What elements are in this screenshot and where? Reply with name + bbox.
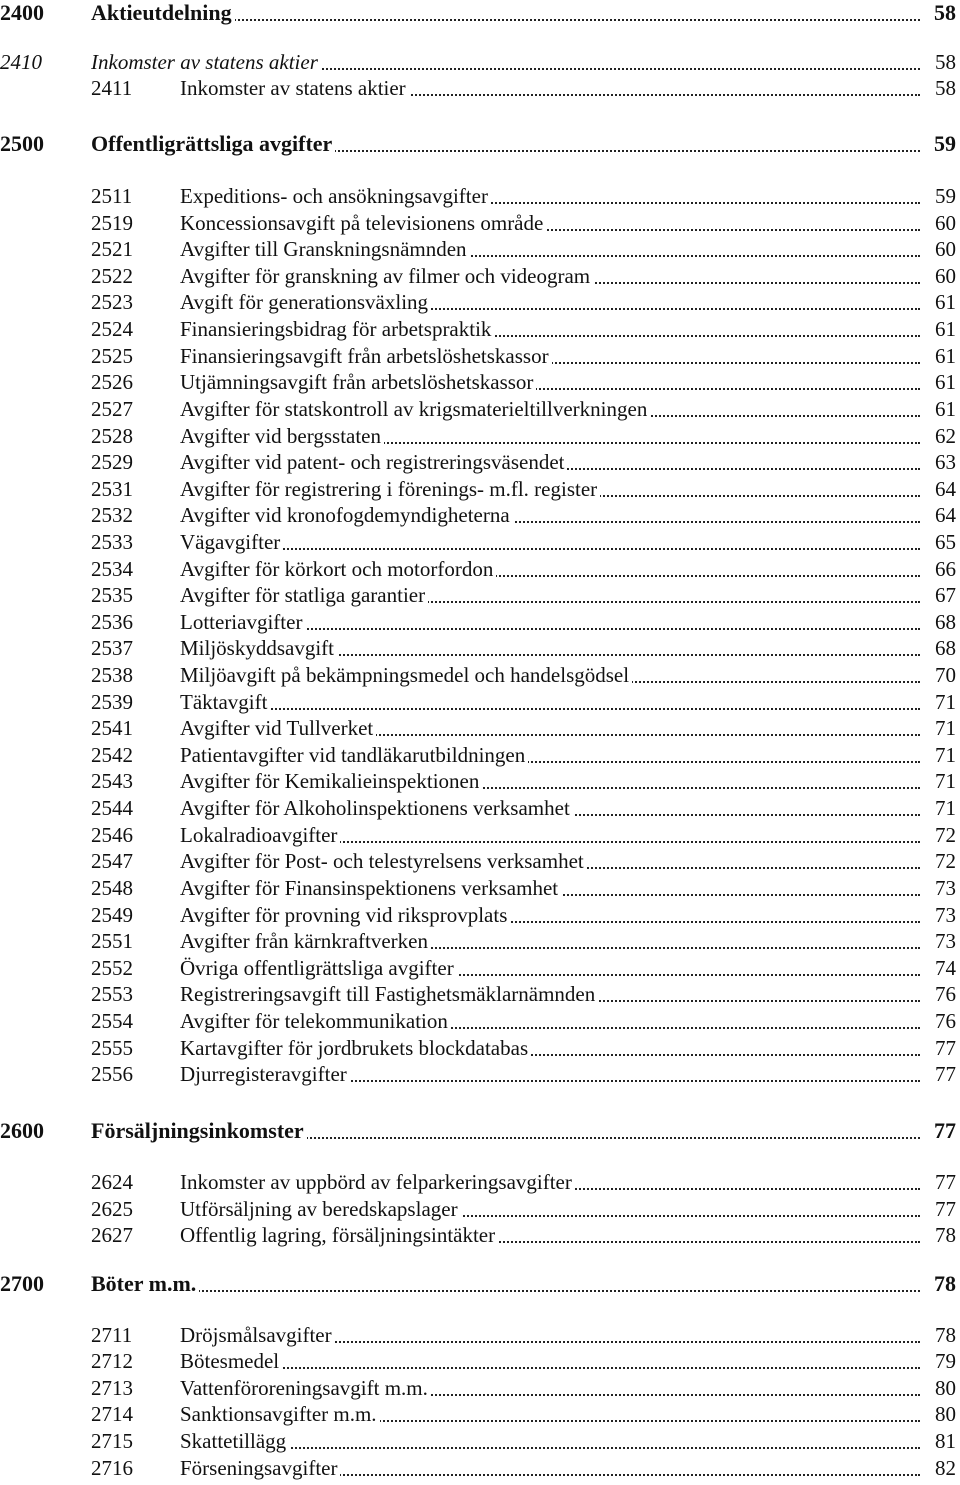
entry-code: 2548 [91, 876, 133, 900]
entry-title-text: Dröjsmålsavgifter [180, 1323, 335, 1347]
entry-title-text: Böter m.m. [91, 1271, 199, 1296]
toc-entry [0, 981, 960, 1011]
entry-title-text: Vägavgifter [180, 530, 283, 554]
entry-title [180, 955, 920, 981]
entry-page-number: 60 [932, 236, 956, 262]
entry-code: 2713 [91, 1376, 133, 1400]
toc-entry [0, 369, 960, 399]
entry-code: 2554 [91, 1009, 133, 1033]
entry-title [180, 635, 920, 661]
entry-code: 2538 [91, 663, 133, 687]
entry-code: 2555 [91, 1036, 133, 1060]
toc-entry [0, 396, 960, 426]
entry-code: 2546 [91, 823, 133, 847]
entry-code: 2549 [91, 903, 133, 927]
entry-title-text: Lokalradioavgifter [180, 823, 340, 847]
entry-title-text: Avgifter från kärnkraftverken [180, 929, 431, 953]
entry-title [180, 742, 920, 768]
entry-page-number: 71 [932, 715, 956, 741]
entry-code: 2542 [91, 743, 133, 767]
entry-page-number: 79 [932, 1348, 956, 1374]
entry-page-number: 59 [931, 131, 956, 157]
entry-page-number: 64 [932, 502, 956, 528]
toc-entry [0, 795, 960, 825]
entry-title-text: Offentlig lagring, försäljningsintäkter [180, 1223, 498, 1247]
entry-title-text: Utjämningsavgift från arbetslöshetskassor [180, 370, 536, 394]
entry-code: 2715 [91, 1429, 133, 1453]
dot-leader [180, 708, 920, 710]
entry-title [180, 1169, 920, 1195]
entry-page-number: 66 [932, 556, 956, 582]
toc-entry [0, 1169, 960, 1199]
entry-code: 2551 [91, 929, 133, 953]
entry-title-text: Förseningsavgifter [180, 1456, 340, 1480]
entry-code: 2541 [91, 716, 133, 740]
entry-title-text: Registreringsavgift till Fastighetsmäklarnämnden [180, 982, 598, 1006]
entry-code: 2524 [91, 317, 133, 341]
entry-title-text: Miljöskyddsavgift [180, 636, 337, 660]
entry-title-text: Finansieringsbidrag för arbetspraktik [180, 317, 494, 341]
entry-title-text: Avgifter för registrering i förenings- m.fl. register [180, 477, 600, 501]
toc-entry [0, 662, 960, 692]
toc-entry [0, 715, 960, 745]
entry-title-text: Avgifter för provning vid riksprovplats [180, 903, 510, 927]
toc-entry [0, 1061, 960, 1091]
entry-page-number: 77 [932, 1061, 956, 1087]
entry-title [180, 662, 920, 688]
entry-code: 2716 [91, 1456, 133, 1480]
entry-code: 2625 [91, 1197, 133, 1221]
entry-title-text: Aktieutdelning [91, 0, 235, 25]
entry-title [180, 423, 920, 449]
entry-page-number: 60 [932, 263, 956, 289]
entry-title-text: Inkomster av uppbörd av felparkeringsavgifter [180, 1170, 575, 1194]
entry-title [180, 795, 920, 821]
entry-code: 2535 [91, 583, 133, 607]
entry-title-text: Sanktionsavgifter m.m. [180, 1402, 380, 1426]
entry-code: 2521 [91, 237, 133, 261]
toc-entry [0, 183, 960, 213]
toc-entry [0, 1348, 960, 1378]
entry-code: 2534 [91, 557, 133, 581]
entry-title-text: Täktavgift [180, 690, 270, 714]
entry-title [180, 981, 920, 1007]
entry-title [180, 689, 920, 715]
toc-entry [0, 875, 960, 905]
toc-entry [0, 449, 960, 479]
entry-title [180, 289, 920, 315]
entry-code: 2537 [91, 636, 133, 660]
entry-title-text: Skattetillägg [180, 1429, 289, 1453]
entry-page-number: 63 [932, 449, 956, 475]
entry-title-text: Avgifter vid bergsstaten [180, 424, 384, 448]
entry-title [180, 529, 920, 555]
entry-code: 2410 [0, 50, 42, 74]
entry-page-number: 71 [932, 795, 956, 821]
entry-title [180, 848, 920, 874]
entry-title [91, 131, 920, 157]
entry-title [180, 476, 920, 502]
entry-page-number: 58 [931, 0, 956, 26]
entry-title [180, 768, 920, 794]
entry-code: 2526 [91, 370, 133, 394]
entry-code: 2525 [91, 344, 133, 368]
entry-code: 2544 [91, 796, 133, 820]
entry-page-number: 73 [932, 875, 956, 901]
entry-code: 2532 [91, 503, 133, 527]
entry-page-number: 58 [932, 49, 956, 75]
entry-page-number: 64 [932, 476, 956, 502]
entry-title-text: Avgifter för statskontroll av krigsmaterieltillverkningen [180, 397, 650, 421]
entry-code: 2523 [91, 290, 133, 314]
entry-page-number: 71 [932, 768, 956, 794]
entry-title [180, 369, 920, 395]
entry-title [180, 1455, 920, 1481]
entry-code: 2500 [0, 131, 44, 156]
entry-title [180, 396, 920, 422]
entry-page-number: 73 [932, 928, 956, 954]
entry-code: 2543 [91, 769, 133, 793]
entry-page-number: 61 [932, 396, 956, 422]
entry-title-text: Lotteriavgifter [180, 610, 305, 634]
entry-title [180, 928, 920, 954]
entry-page-number: 61 [932, 369, 956, 395]
entry-title-text: Avgifter för Alkoholinspektionens verksamhet [180, 796, 573, 820]
entry-code: 2527 [91, 397, 133, 421]
entry-title [180, 316, 920, 342]
entry-title-text: Avgifter för telekommunikation [180, 1009, 451, 1033]
entry-title-text: Avgifter för Post- och telestyrelsens verksamhet [180, 849, 587, 873]
entry-code: 2547 [91, 849, 133, 873]
entry-title-text: Bötesmedel [180, 1349, 282, 1373]
entry-code: 2531 [91, 477, 133, 501]
entry-title [91, 49, 920, 75]
entry-code: 2529 [91, 450, 133, 474]
entry-page-number: 78 [932, 1322, 956, 1348]
entry-title [180, 822, 920, 848]
dot-leader [180, 1447, 920, 1449]
entry-code: 2627 [91, 1223, 133, 1247]
toc-entry [0, 1455, 960, 1485]
entry-title [180, 1348, 920, 1374]
entry-title-text: Försäljningsinkomster [91, 1118, 307, 1143]
entry-page-number: 71 [932, 689, 956, 715]
entry-title [180, 1401, 920, 1427]
entry-code: 2536 [91, 610, 133, 634]
entry-title-text: Avgift för generationsväxling [180, 290, 431, 314]
entry-page-number: 61 [932, 316, 956, 342]
entry-code: 2600 [0, 1118, 44, 1143]
entry-title [180, 263, 920, 289]
entry-title-text: Avgifter för granskning av filmer och videogram [180, 264, 593, 288]
entry-page-number: 70 [932, 662, 956, 688]
entry-page-number: 62 [932, 423, 956, 449]
entry-title [180, 582, 920, 608]
entry-title [180, 502, 920, 528]
entry-title [180, 875, 920, 901]
entry-code: 2511 [91, 184, 133, 208]
entry-page-number: 72 [932, 848, 956, 874]
entry-page-number: 78 [931, 1271, 956, 1297]
entry-title [91, 0, 920, 26]
entry-page-number: 58 [932, 75, 956, 101]
entry-page-number: 65 [932, 529, 956, 555]
entry-title-text: Avgifter till Granskningsnämnden [180, 237, 470, 261]
entry-title [91, 1118, 920, 1144]
entry-code: 2528 [91, 424, 133, 448]
entry-page-number: 67 [932, 582, 956, 608]
toc-entry [0, 1222, 960, 1252]
entry-title-text: Utförsäljning av beredskapslager [180, 1197, 461, 1221]
entry-title-text: Avgifter för Kemikalieinspektionen [180, 769, 482, 793]
toc-heading [0, 0, 960, 30]
toc-entry [0, 316, 960, 346]
entry-title [180, 236, 920, 262]
entry-page-number: 74 [932, 955, 956, 981]
entry-title [180, 210, 920, 236]
dot-leader [180, 548, 920, 550]
entry-page-number: 81 [932, 1428, 956, 1454]
entry-code: 2411 [91, 76, 133, 100]
entry-code: 2556 [91, 1062, 133, 1086]
entry-title-text: Vattenföroreningsavgift m.m. [180, 1376, 431, 1400]
entry-title-text: Inkomster av statens aktier [91, 50, 321, 74]
entry-page-number: 76 [932, 1008, 956, 1034]
entry-page-number: 61 [932, 289, 956, 315]
entry-title [91, 1271, 920, 1297]
entry-title-text: Kartavgifter för jordbrukets blockdatabas [180, 1036, 531, 1060]
toc-entry [0, 635, 960, 665]
dot-leader [91, 1290, 920, 1292]
entry-title [180, 1061, 920, 1087]
entry-title [180, 902, 920, 928]
entry-page-number: 77 [932, 1035, 956, 1061]
dot-leader [180, 1367, 920, 1369]
entry-title [180, 1322, 920, 1348]
entry-page-number: 77 [932, 1196, 956, 1222]
entry-page-number: 77 [931, 1118, 956, 1144]
entry-page-number: 59 [932, 183, 956, 209]
entry-title-text: Avgifter vid Tullverket [180, 716, 376, 740]
entry-title-text: Avgifter för körkort och motorfordon [180, 557, 496, 581]
entry-page-number: 78 [932, 1222, 956, 1248]
entry-title [180, 1428, 920, 1454]
entry-code: 2400 [0, 0, 44, 25]
entry-code: 2552 [91, 956, 133, 980]
toc-entry [0, 502, 960, 532]
entry-code: 2712 [91, 1349, 133, 1373]
entry-page-number: 61 [932, 343, 956, 369]
toc-entry [0, 75, 960, 105]
entry-page-number: 80 [932, 1375, 956, 1401]
toc-entry [0, 289, 960, 319]
entry-title [180, 1035, 920, 1061]
toc-entry [0, 236, 960, 266]
entry-title [180, 1375, 920, 1401]
entry-code: 2553 [91, 982, 133, 1006]
entry-title-text: Avgifter vid patent- och registreringsväsendet [180, 450, 567, 474]
entry-title-text: Övriga offentligrättsliga avgifter [180, 956, 457, 980]
entry-title-text: Koncessionsavgift på televisionens område [180, 211, 546, 235]
entry-code: 2700 [0, 1271, 44, 1296]
toc-entry [0, 529, 960, 559]
toc-entry [0, 768, 960, 798]
entry-code: 2714 [91, 1402, 133, 1426]
toc-entry [0, 928, 960, 958]
entry-page-number: 82 [932, 1455, 956, 1481]
entry-title-text: Expeditions- och ansökningsavgifter [180, 184, 491, 208]
entry-title [180, 183, 920, 209]
entry-title [180, 556, 920, 582]
entry-code: 2539 [91, 690, 133, 714]
entry-code: 2522 [91, 264, 133, 288]
entry-page-number: 77 [932, 1169, 956, 1195]
entry-title [180, 715, 920, 741]
entry-code: 2533 [91, 530, 133, 554]
entry-title-text: Inkomster av statens aktier [180, 76, 409, 100]
entry-title [180, 609, 920, 635]
entry-page-number: 68 [932, 609, 956, 635]
entry-page-number: 71 [932, 742, 956, 768]
toc-entry [0, 1428, 960, 1458]
entry-title-text: Avgifter för Finansinspektionens verksamhet [180, 876, 561, 900]
entry-code: 2519 [91, 211, 133, 235]
entry-page-number: 68 [932, 635, 956, 661]
entry-title-text: Djurregisteravgifter [180, 1062, 350, 1086]
entry-title-text: Patientavgifter vid tandläkarutbildningen [180, 743, 528, 767]
entry-title [180, 75, 920, 101]
toc-heading [0, 1118, 960, 1148]
entry-page-number: 80 [932, 1401, 956, 1427]
entry-page-number: 76 [932, 981, 956, 1007]
toc-heading [0, 131, 960, 161]
toc-entry [0, 848, 960, 878]
toc-entry [0, 1401, 960, 1431]
entry-title [180, 1196, 920, 1222]
entry-title [180, 449, 920, 475]
entry-title-text: Offentligrättsliga avgifter [91, 131, 335, 156]
entry-title [180, 343, 920, 369]
entry-title [180, 1008, 920, 1034]
entry-page-number: 72 [932, 822, 956, 848]
toc-heading [0, 1271, 960, 1301]
entry-title-text: Avgifter för statliga garantier [180, 583, 428, 607]
entry-title [180, 1222, 920, 1248]
entry-code: 2624 [91, 1170, 133, 1194]
toc-entry [0, 1008, 960, 1038]
entry-page-number: 60 [932, 210, 956, 236]
entry-title-text: Finansieringsavgift från arbetslöshetskassor [180, 344, 552, 368]
entry-page-number: 73 [932, 902, 956, 928]
entry-code: 2711 [91, 1323, 133, 1347]
entry-title-text: Miljöavgift på bekämpningsmedel och handelsgödsel [180, 663, 632, 687]
toc-entry [0, 582, 960, 612]
entry-title-text: Avgifter vid kronofogdemyndigheterna [180, 503, 513, 527]
